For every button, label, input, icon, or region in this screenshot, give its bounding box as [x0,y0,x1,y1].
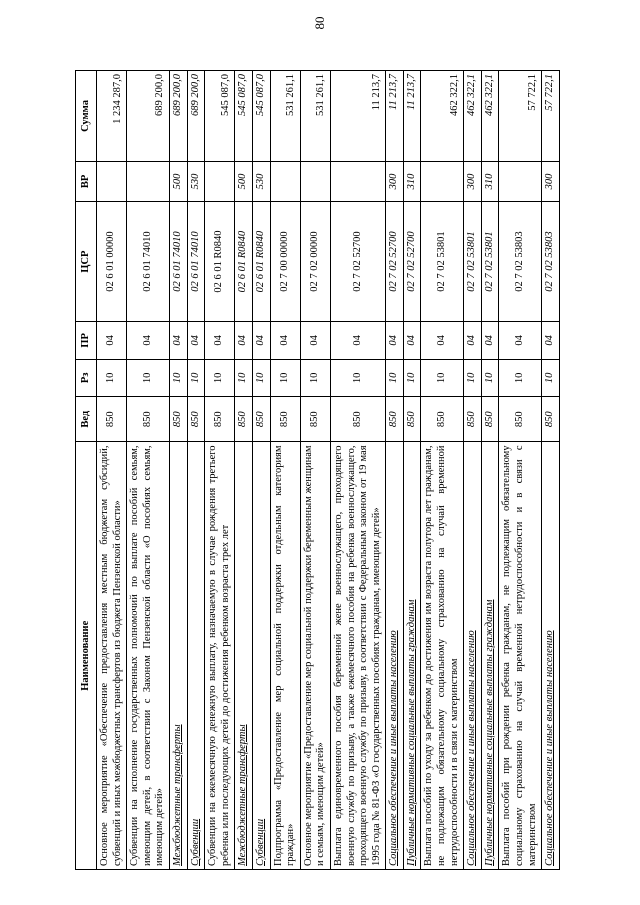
cell-pr: 04 [386,322,404,359]
cell-csr: 02 6 01 R0840 [205,201,235,321]
cell-sum: 545 087,0 [205,71,235,162]
cell-rz: 10 [330,359,385,396]
cell-rz: 10 [464,359,482,396]
cell-vr [499,161,542,201]
cell-pr: 04 [270,322,300,359]
cell-rz: 10 [252,359,270,396]
cell-vr: 500 [169,161,187,201]
cell-sum: 531 261,1 [270,71,300,162]
cell-pr: 04 [235,322,253,359]
cell-pr: 04 [97,322,127,359]
cell-pr: 04 [205,322,235,359]
cell-sum: 689 200,0 [127,71,170,162]
cell-vr [421,161,464,201]
cell-pr: 04 [542,322,560,359]
cell-csr: 02 7 02 00000 [300,201,330,321]
cell-vr: 300 [542,161,560,201]
table-body [97,71,560,870]
header-name: Наименование [76,442,97,870]
cell-pr: 04 [252,322,270,359]
cell-csr: 02 7 02 53801 [481,201,499,321]
table-row [127,71,170,870]
cell-ved: 850 [499,397,542,442]
cell-name: Социальное обеспечение и иные выплаты населению [542,442,560,870]
cell-ved: 850 [542,397,560,442]
table-row [300,71,330,870]
cell-csr: 02 6 01 00000 [97,201,127,321]
cell-csr: 02 7 02 52700 [403,201,421,321]
cell-pr: 04 [481,322,499,359]
cell-rz: 10 [300,359,330,396]
cell-name: Межбюджетные трансферты [235,442,253,870]
cell-name: Выплата пособий по уходу за ребенком до достижения им возраста полутора лет гражданам, не подлежащим обязательному социальному страхованию на случай временной нетрудоспособности и в связи с материнством [421,442,464,870]
cell-csr: 02 6 01 74010 [127,201,170,321]
cell-vr [330,161,385,201]
cell-sum: 11 213,7 [403,71,421,162]
cell-vr [97,161,127,201]
cell-pr: 04 [187,322,205,359]
cell-name: Основное мероприятие «Обеспечение предоставления местным бюджетам субсидий, субвенций и иных межбюджетных трансфертов из бюджета Пензенской области» [97,442,127,870]
cell-sum: 689 200,0 [169,71,187,162]
cell-ved: 850 [235,397,253,442]
cell-pr: 04 [330,322,385,359]
cell-rz: 10 [542,359,560,396]
cell-name: Публичные нормативные социальные выплаты гражданам [481,442,499,870]
cell-csr: 02 7 02 53803 [499,201,542,321]
cell-sum: 689 200,0 [187,71,205,162]
cell-sum: 57 722,1 [499,71,542,162]
cell-csr: 02 7 02 52700 [330,201,385,321]
cell-vr: 300 [464,161,482,201]
cell-ved: 850 [386,397,404,442]
cell-rz: 10 [421,359,464,396]
table-row [252,71,270,870]
cell-vr: 310 [481,161,499,201]
table-row [499,71,542,870]
table-row [235,71,253,870]
header-vr: ВР [76,161,97,201]
table-row [481,71,499,870]
table-row [270,71,300,870]
cell-pr: 04 [127,322,170,359]
cell-sum: 57 722,1 [542,71,560,162]
header-rz: Рз [76,359,97,396]
cell-rz: 10 [499,359,542,396]
cell-name: Выплата единовременного пособия беременной жене военнослужащего, проходящего военную службу по призыву, а также ежемесячного пособия на ребенка военнослужащего, проходящего военную службу по призыву, в соответствии с Федеральным законом от 19 мая 1995 года № 81-ФЗ «О государственных пособиях гражданам, имеющим детей» [330,442,385,870]
cell-ved: 850 [330,397,385,442]
cell-name: Социальное обеспечение и иные выплаты населению [386,442,404,870]
cell-name: Субвенции [187,442,205,870]
cell-csr: 02 7 00 00000 [270,201,300,321]
cell-pr: 04 [300,322,330,359]
cell-name: Основное мероприятие «Предоставление мер социальной поддержки беременным женщинам и семьям, имеющим детей» [300,442,330,870]
cell-csr: 02 6 01 R0840 [235,201,253,321]
cell-pr: 04 [499,322,542,359]
cell-name: Субвенции [252,442,270,870]
budget-table-container [75,70,565,870]
cell-rz: 10 [481,359,499,396]
cell-vr [270,161,300,201]
cell-rz: 10 [235,359,253,396]
cell-name: Субвенции на исполнение государственных полномочий по выплате пособий семьям, имеющим детей, в соответствии с Законом Пензенской области «О пособиях семьям, имеющим детей» [127,442,170,870]
header-pr: ПР [76,322,97,359]
cell-ved: 850 [252,397,270,442]
header-sum: Сумма [76,71,97,162]
cell-vr: 300 [386,161,404,201]
cell-vr: 530 [187,161,205,201]
cell-csr: 02 6 01 R0840 [252,201,270,321]
cell-rz: 10 [403,359,421,396]
table-row [205,71,235,870]
cell-pr: 04 [169,322,187,359]
cell-csr: 02 7 02 52700 [386,201,404,321]
budget-table [75,70,560,870]
cell-sum: 11 213,7 [386,71,404,162]
cell-vr: 530 [252,161,270,201]
cell-ved: 850 [300,397,330,442]
cell-ved: 850 [187,397,205,442]
table-row [386,71,404,870]
cell-sum: 545 087,0 [235,71,253,162]
cell-sum: 462 322,1 [421,71,464,162]
cell-rz: 10 [127,359,170,396]
table-header-row [76,71,97,870]
table-row [403,71,421,870]
table-row [421,71,464,870]
cell-vr [127,161,170,201]
cell-sum: 545 087,0 [252,71,270,162]
table-row [542,71,560,870]
cell-sum: 11 213,7 [330,71,385,162]
cell-ved: 850 [169,397,187,442]
cell-name: Публичные нормативные социальные выплаты гражданам [403,442,421,870]
table-row [464,71,482,870]
header-csr: ЦСР [76,201,97,321]
cell-rz: 10 [169,359,187,396]
cell-csr: 02 7 02 53803 [542,201,560,321]
cell-pr: 04 [421,322,464,359]
cell-ved: 850 [270,397,300,442]
cell-rz: 10 [386,359,404,396]
cell-pr: 04 [464,322,482,359]
cell-csr: 02 7 02 53801 [464,201,482,321]
cell-sum: 462 322,1 [464,71,482,162]
cell-pr: 04 [403,322,421,359]
cell-name: Выплата пособий при рождении ребенка гражданам, не подлежащим обязательному социальному страхованию на случай временной нетрудоспособности и в связи с материнством [499,442,542,870]
cell-rz: 10 [205,359,235,396]
page-number: 80 [312,16,327,30]
cell-csr: 02 7 02 53801 [421,201,464,321]
cell-ved: 850 [464,397,482,442]
cell-sum: 1 234 287,0 [97,71,127,162]
cell-ved: 850 [127,397,170,442]
cell-ved: 850 [97,397,127,442]
cell-ved: 850 [421,397,464,442]
cell-rz: 10 [270,359,300,396]
cell-sum: 462 322,1 [481,71,499,162]
cell-name: Подпрограмма «Предоставление мер социальной поддержки отдельным категориям граждан» [270,442,300,870]
cell-csr: 02 6 01 74010 [187,201,205,321]
cell-rz: 10 [97,359,127,396]
table-row [330,71,385,870]
cell-rz: 10 [187,359,205,396]
cell-ved: 850 [481,397,499,442]
cell-name: Социальное обеспечение и иные выплаты населению [464,442,482,870]
header-ved: Вед [76,397,97,442]
cell-sum: 531 261,1 [300,71,330,162]
cell-name: Межбюджетные трансферты [169,442,187,870]
cell-ved: 850 [205,397,235,442]
table-row [169,71,187,870]
cell-vr: 310 [403,161,421,201]
cell-vr: 500 [235,161,253,201]
table-row [97,71,127,870]
cell-ved: 850 [403,397,421,442]
table-row [187,71,205,870]
cell-csr: 02 6 01 74010 [169,201,187,321]
cell-vr [300,161,330,201]
cell-vr [205,161,235,201]
cell-name: Субвенции на ежемесячную денежную выплату, назначаемую в случае рождения третьего ребенка или последующих детей до достижения ребенком возраста трех лет [205,442,235,870]
